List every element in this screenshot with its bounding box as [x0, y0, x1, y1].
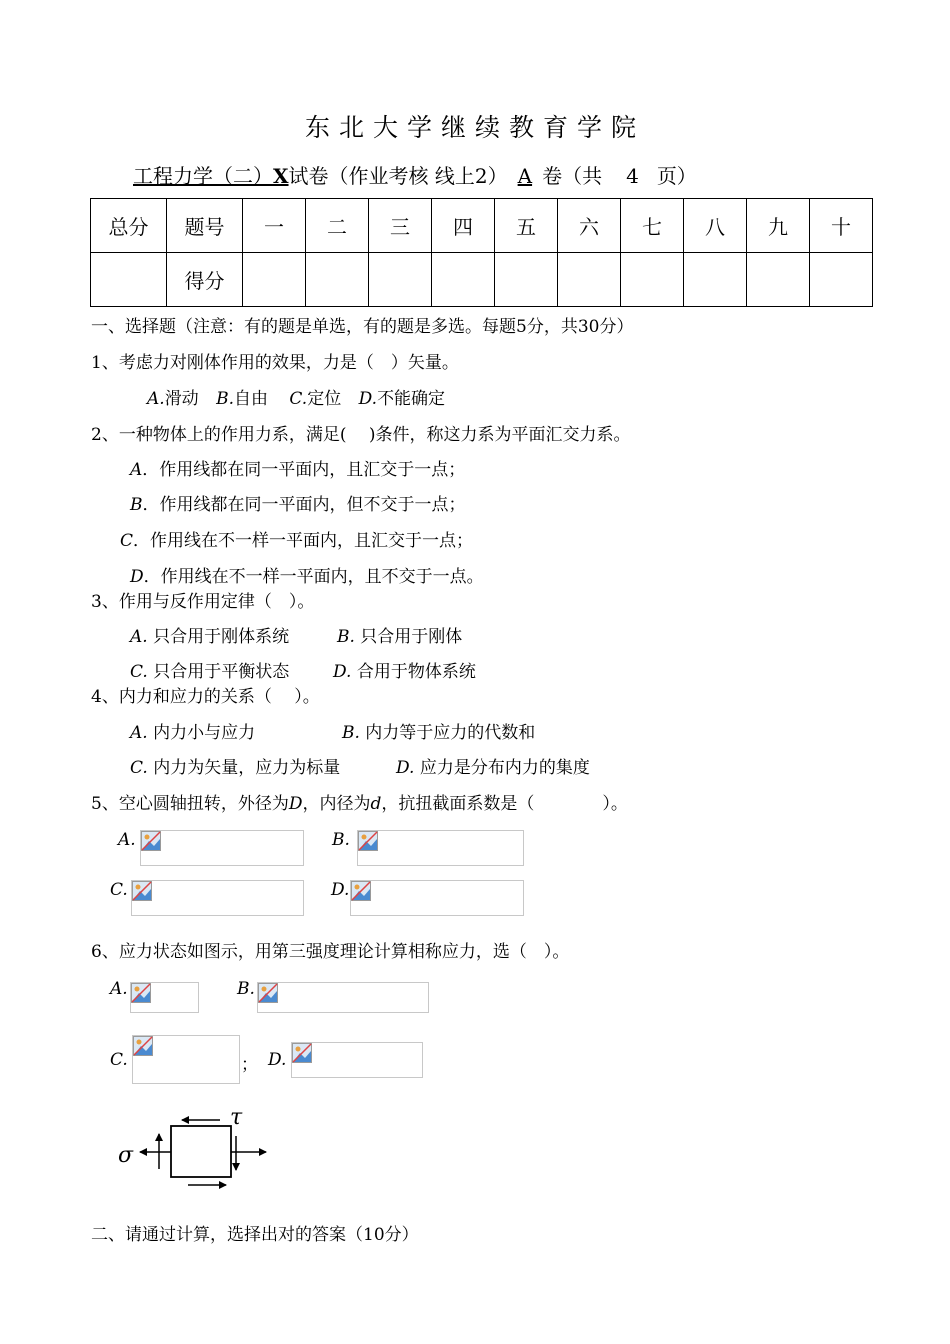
exam-subtitle [133, 160, 697, 189]
q2-option-c [120, 526, 473, 551]
q5-option-b-letter: B. [332, 830, 350, 850]
option-letter: D. [358, 389, 378, 409]
broken-image-icon [258, 983, 278, 1003]
q5-option-a-letter: A. [118, 830, 136, 850]
option-text: 滑动 [164, 389, 199, 409]
score-cell[interactable] [684, 253, 747, 307]
broken-image-icon [351, 881, 371, 901]
table-cell: 总分 [91, 199, 167, 253]
q6-separator: ； [241, 1055, 258, 1075]
q3-option-b [337, 622, 462, 647]
q6-option-a-image [130, 982, 199, 1013]
option-letter: A. [130, 723, 148, 743]
table-cell: 九 [747, 199, 810, 253]
broken-image-icon [132, 881, 152, 901]
q5-var-outer: D [288, 794, 303, 814]
q6-option-c-letter: C. [110, 1050, 128, 1070]
score-table-score-row [91, 253, 873, 307]
table-cell: 五 [495, 199, 558, 253]
q1-options [147, 384, 445, 409]
table-cell: 八 [684, 199, 747, 253]
table-cell: 二 [306, 199, 369, 253]
q6-option-b-image [257, 982, 429, 1013]
course-x: X [273, 164, 289, 188]
q4-option-b [342, 718, 535, 743]
score-cell[interactable] [495, 253, 558, 307]
q3-option-d [333, 657, 476, 682]
option-letter: A. [130, 627, 148, 647]
university-title: 东北大学继续教育学院 [304, 113, 645, 142]
option-text: 自由 [234, 389, 268, 409]
tau-label: τ [230, 1105, 243, 1130]
option-letter: C. [130, 758, 148, 778]
score-cell[interactable] [621, 253, 684, 307]
q4-option-a [130, 718, 255, 743]
score-cell[interactable] [810, 253, 873, 307]
option-text: 内力等于应力的代数和 [359, 723, 536, 743]
q5-text-part: ，抗扭截面系数是（ ）。 [381, 794, 628, 814]
q5-text-part: 5、空心圆轴扭转，外径为 [91, 794, 289, 814]
table-cell: 三 [369, 199, 432, 253]
q2-option-a [130, 455, 465, 480]
option-letter: B [130, 495, 143, 515]
q3-text: 3、作用与反作用定律（ ）。 [91, 592, 315, 612]
paper-type: A [517, 164, 533, 188]
q5-option-a-image [140, 830, 304, 866]
option-text: 应力是分布内力的集度 [414, 758, 590, 778]
option-text: ．作用线都在同一平面内，但不交于一点； [142, 495, 466, 515]
q5-option-c-letter: C. [110, 880, 128, 900]
option-text: 内力小与应力 [147, 723, 256, 743]
option-letter: D [130, 567, 144, 587]
q4-option-d [396, 753, 590, 778]
paper-desc-2: 卷（共 [542, 164, 603, 188]
table-cell: 十 [810, 199, 873, 253]
option-text: 不能确定 [377, 389, 446, 409]
q5-text-part: ，内径为 [302, 794, 371, 814]
option-letter: C [120, 531, 134, 551]
score-cell[interactable] [369, 253, 432, 307]
table-cell: 一 [243, 199, 306, 253]
broken-image-icon [141, 831, 161, 851]
score-cell[interactable] [432, 253, 495, 307]
option-letter: A. [147, 389, 165, 409]
score-table [90, 198, 873, 307]
option-letter: B. [342, 723, 360, 743]
q6-option-b-letter: B. [237, 979, 255, 999]
q4-text: 4、内力和应力的关系（ ）。 [91, 687, 320, 707]
q5-option-c-image [131, 880, 304, 916]
q2-option-d [130, 562, 484, 587]
q6-option-d-letter: D. [268, 1050, 287, 1070]
broken-image-icon [292, 1043, 312, 1063]
broken-image-icon [131, 983, 151, 1003]
score-cell[interactable] [243, 253, 306, 307]
section2-title: 二、请通过计算，选择出对的答案（10分） [91, 1225, 419, 1245]
q5-text [91, 789, 628, 814]
table-cell: 六 [558, 199, 621, 253]
score-cell[interactable] [558, 253, 621, 307]
q5-option-b-image [357, 830, 524, 866]
broken-image-icon [133, 1036, 153, 1056]
option-text: ．作用线在不一样一平面内，且汇交于一点； [133, 531, 474, 551]
q6-option-d-image [291, 1042, 423, 1078]
option-letter: D. [333, 662, 352, 682]
q2-text: 2、一种物体上的作用力系，满足( )条件，称这力系为平面汇交力系。 [91, 425, 631, 445]
option-text: 合用于物体系统 [351, 662, 476, 682]
q6-option-a-letter: A. [110, 979, 128, 999]
option-letter: B. [337, 627, 355, 647]
table-cell: 四 [432, 199, 495, 253]
section1-title: 一、选择题（注意：有的题是单选，有的题是多选。每题5分，共30分） [91, 317, 634, 337]
option-text: ．作用线都在同一平面内，且汇交于一点； [142, 460, 466, 480]
score-cell[interactable] [306, 253, 369, 307]
q3-option-c [130, 657, 289, 682]
q1-text: 1、考虑力对刚体作用的效果，力是（ ）矢量。 [91, 353, 459, 373]
page-count: 4 [626, 164, 639, 188]
broken-image-icon [358, 831, 378, 851]
table-cell: 得分 [167, 253, 243, 307]
q6-option-c-image [132, 1035, 240, 1084]
option-letter: B. [216, 389, 234, 409]
score-table-header-row [91, 199, 873, 253]
option-text: 只合用于刚体系统 [147, 627, 290, 647]
score-cell[interactable] [747, 253, 810, 307]
q5-option-d-letter: D. [331, 880, 350, 900]
table-cell: 题号 [167, 199, 243, 253]
table-cell: 七 [621, 199, 684, 253]
stress-element-figure [112, 1104, 272, 1194]
option-letter: D. [396, 758, 415, 778]
q3-option-a [130, 622, 289, 647]
q5-var-inner: d [370, 794, 382, 814]
option-text: ．作用线在不一样一平面内，且不交于一点。 [143, 567, 484, 587]
option-text: 内力为矢量，应力为标量 [147, 758, 341, 778]
q5-option-d-image [350, 880, 524, 916]
sigma-label: σ [118, 1143, 134, 1168]
q6-text: 6、应力状态如图示，用第三强度理论计算相称应力，选（ ）。 [91, 942, 570, 962]
option-letter: C. [130, 662, 148, 682]
option-text: 只合用于刚体 [354, 627, 463, 647]
page-unit: 页） [656, 164, 697, 188]
option-letter: A [130, 460, 143, 480]
option-letter: C. [289, 389, 308, 409]
option-text: 只合用于平衡状态 [147, 662, 290, 682]
stress-element-square [171, 1126, 231, 1177]
q4-option-c [130, 753, 340, 778]
total-score-cell[interactable] [91, 253, 167, 307]
course-name: 工程力学（二） [133, 164, 273, 188]
q2-option-b [130, 490, 466, 515]
paper-desc: 试卷（作业考核 线上2） [288, 164, 508, 188]
option-text: 定位 [307, 389, 342, 409]
